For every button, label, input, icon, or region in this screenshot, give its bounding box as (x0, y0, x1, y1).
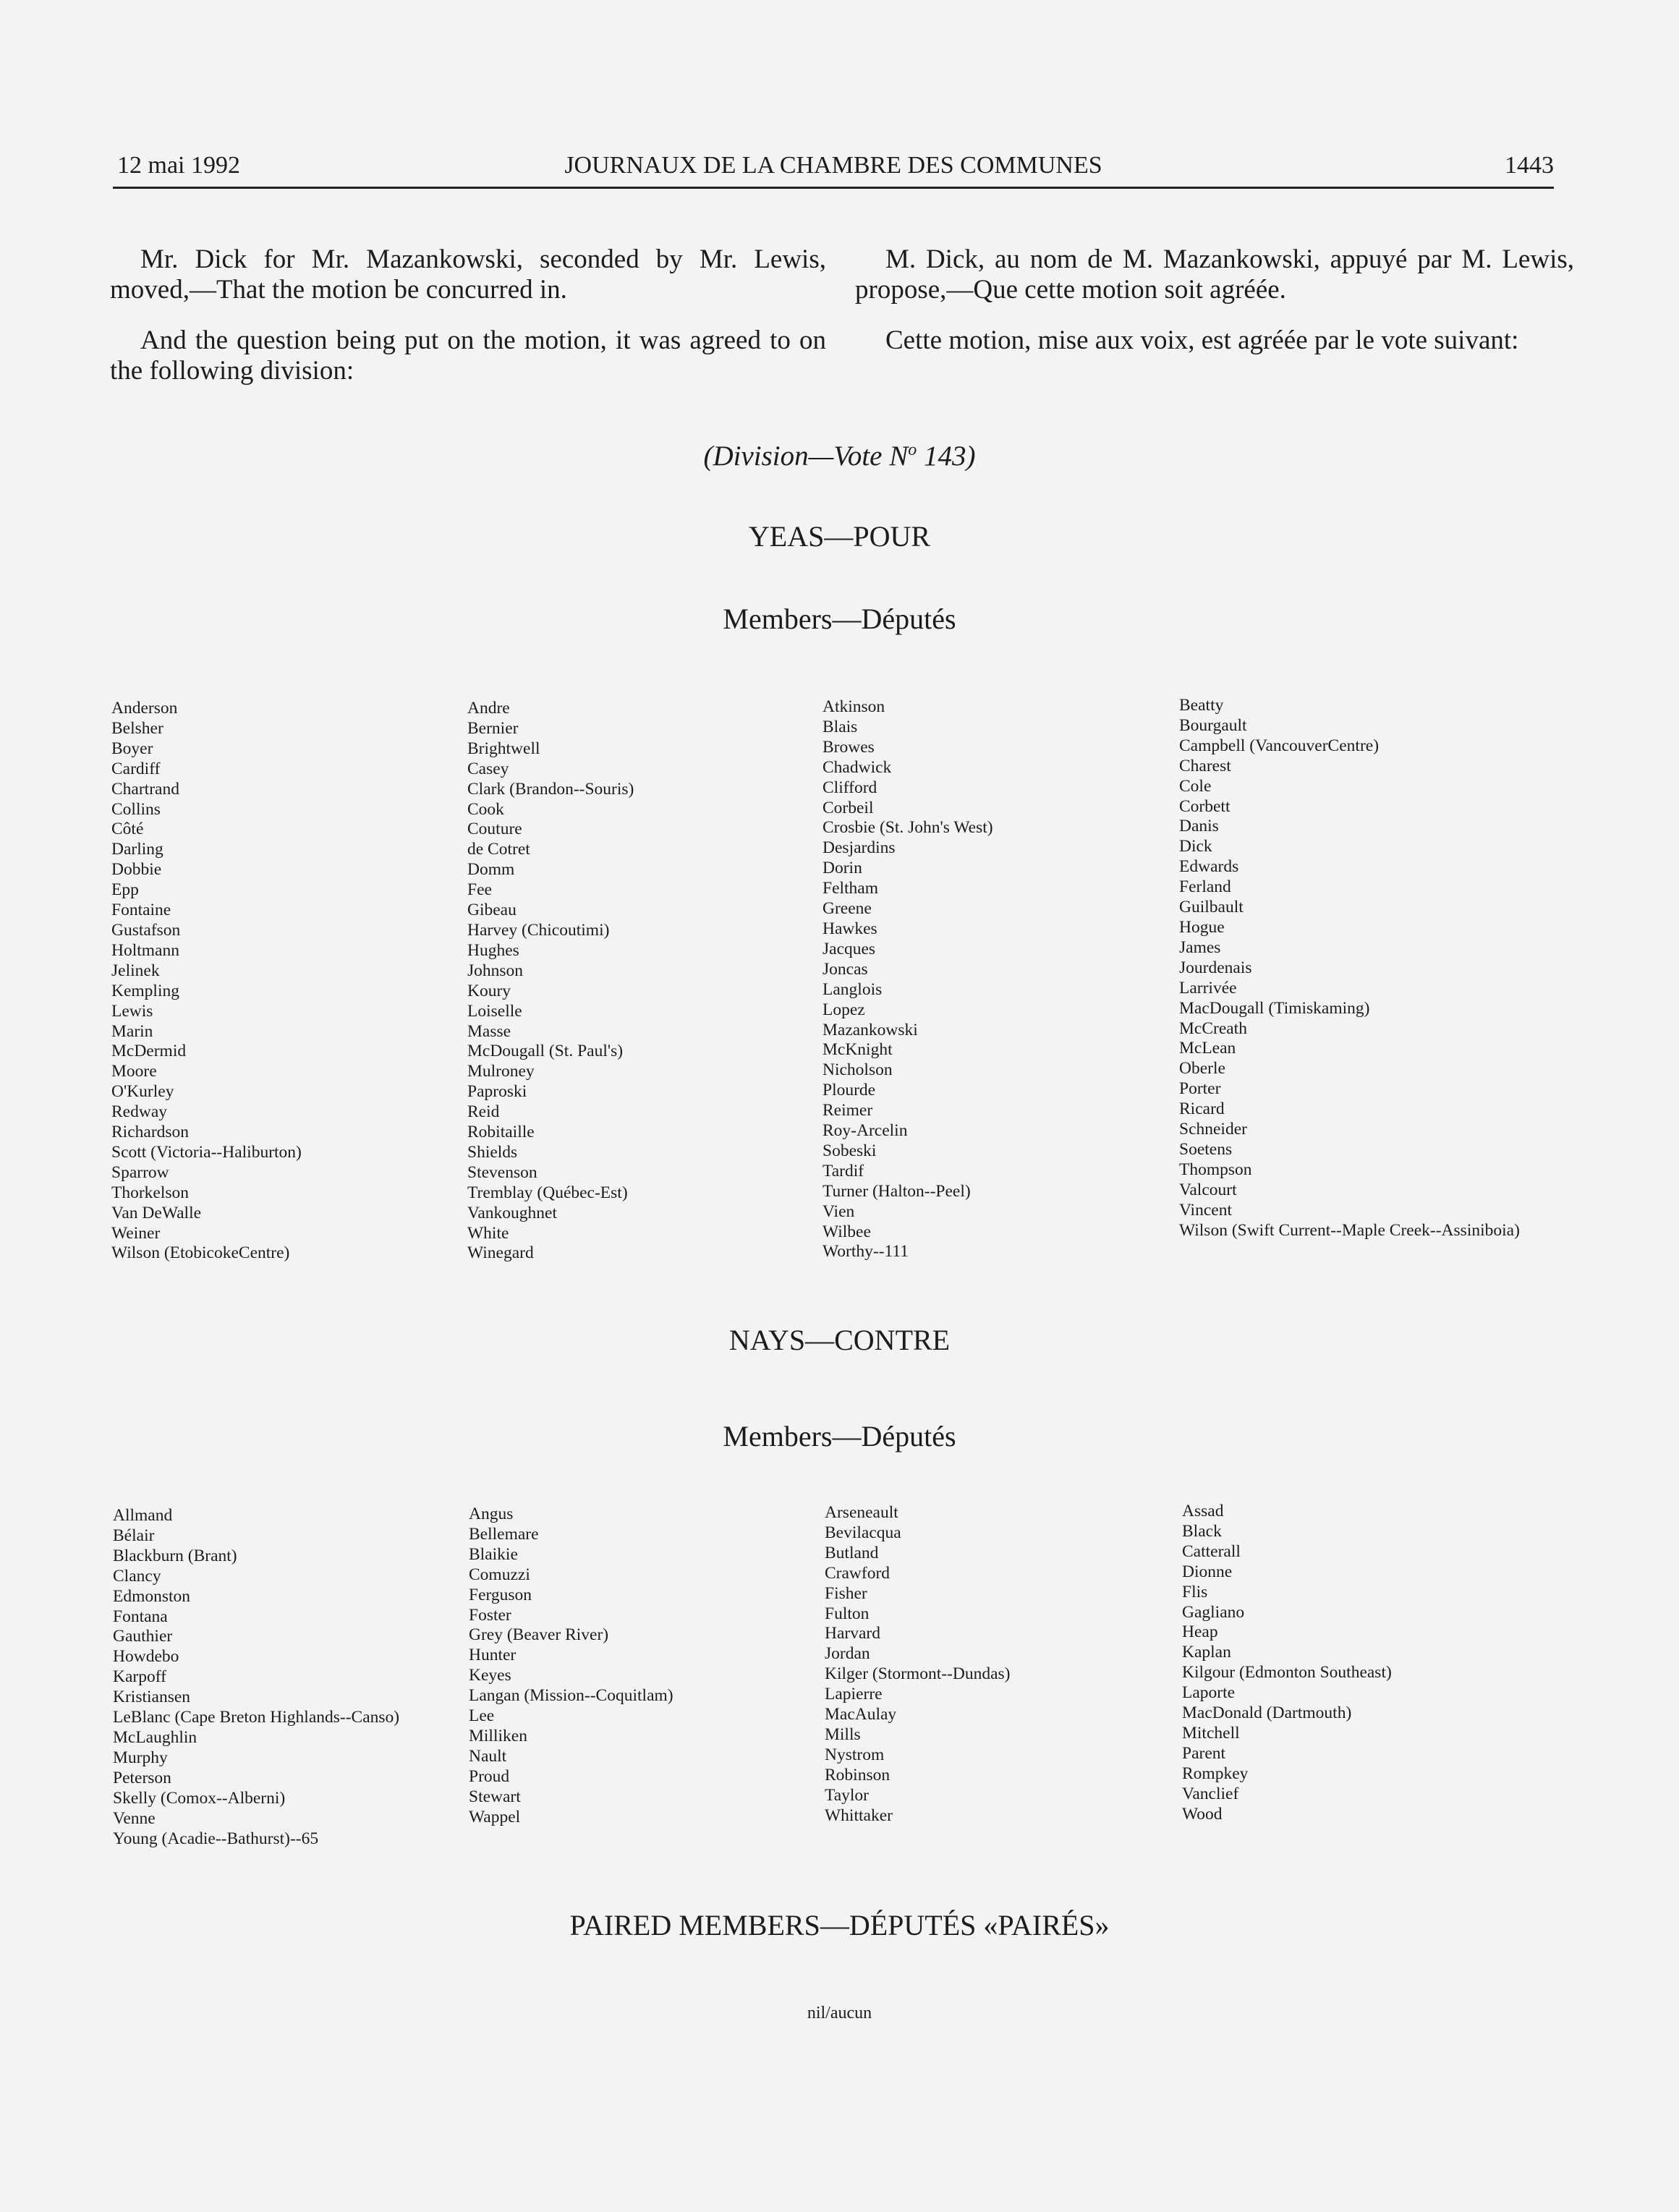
member-name: Jacques (823, 939, 876, 958)
member-name: de Cotret (467, 840, 530, 859)
member-name: Hawkes (823, 919, 877, 938)
member-name: Joncas (823, 959, 868, 979)
member-name: White (467, 1223, 509, 1243)
member-name: Gauthier (113, 1627, 173, 1646)
member-name: Worthy--111 (823, 1242, 909, 1262)
yeas-column-1 (111, 699, 302, 1264)
member-name: Bourgault (1179, 715, 1247, 735)
member-name: McCreath (1179, 1018, 1247, 1038)
member-name: Wilbee (823, 1222, 871, 1241)
member-name: Richardson (111, 1123, 190, 1142)
yeas-column-4 (1179, 696, 1520, 1241)
member-name: Black (1182, 1521, 1222, 1541)
member-name: Andre (467, 699, 510, 718)
question-text-en: And the question being put on the motion, it was agreed to on the following division: (110, 326, 826, 386)
question-text-fr: Cette motion, mise aux voix, est agréée par le vote suivant: (885, 326, 1519, 355)
member-name: Danis (1179, 817, 1219, 836)
member-name: Mazankowski (823, 1020, 918, 1039)
member-name: Kilgour (Edmonton Southeast) (1182, 1663, 1392, 1683)
member-name: Boyer (111, 739, 153, 758)
member-name: Couture (467, 820, 522, 839)
member-name: Fontana (113, 1607, 168, 1626)
nays-column-3 (825, 1503, 1011, 1826)
member-name: Dorin (823, 859, 862, 878)
member-name: Corbeil (823, 798, 874, 817)
member-name: Mulroney (467, 1062, 535, 1081)
member-name: Beatty (1179, 696, 1224, 715)
nays-column-4 (1182, 1502, 1392, 1825)
member-name: Koury (467, 981, 511, 1000)
member-name: Taylor (825, 1785, 869, 1805)
yeas-column-3 (823, 697, 993, 1262)
member-name: Casey (467, 759, 509, 778)
member-name: Browes (823, 737, 875, 757)
member-name: Gustafson (111, 920, 181, 940)
member-name: Karpoff (113, 1667, 166, 1687)
member-name: Guilbault (1179, 898, 1244, 917)
member-name: Fee (467, 880, 492, 900)
member-name: Tardif (823, 1161, 864, 1181)
member-name: Moore (111, 1062, 157, 1081)
member-name: Valcourt (1179, 1180, 1237, 1199)
header-page-number: 1443 (1505, 152, 1554, 179)
member-name: Rompkey (1182, 1764, 1249, 1783)
division-prefix: (Division—Vote N (703, 441, 909, 472)
member-name: LeBlanc (Cape Breton Highlands--Canso) (113, 1708, 400, 1727)
member-name: Bellemare (469, 1524, 539, 1544)
member-name: Nault (469, 1746, 507, 1766)
member-name: Keyes (469, 1666, 511, 1685)
member-name: Domm (467, 860, 515, 880)
member-name: McKnight (823, 1040, 893, 1060)
member-name: Tremblay (Québec-Est) (467, 1183, 628, 1202)
member-name: Masse (467, 1021, 511, 1041)
yeas-subheading: Members—Députés (723, 603, 956, 635)
member-name: Desjardins (823, 838, 896, 858)
member-name: Jelinek (111, 961, 160, 980)
member-name: Clark (Brandon--Souris) (467, 779, 634, 799)
member-name: Sparrow (111, 1162, 169, 1182)
member-name: Bernier (467, 718, 519, 738)
member-name: Campbell (VancouverCentre) (1179, 736, 1380, 755)
member-name: Paproski (467, 1082, 527, 1102)
member-name: Mitchell (1182, 1723, 1240, 1743)
member-name: Murphy (113, 1748, 168, 1767)
member-name: Ferland (1179, 877, 1231, 897)
nays-column-1 (113, 1506, 399, 1849)
member-name: Vincent (1179, 1200, 1232, 1220)
member-name: Langan (Mission--Coquitlam) (469, 1686, 673, 1706)
member-name: Skelly (Comox--Alberni) (113, 1788, 286, 1808)
member-name: Wood (1182, 1804, 1223, 1824)
member-name: Dionne (1182, 1562, 1233, 1581)
nays-heading: NAYS—CONTRE (728, 1324, 951, 1356)
motion-text-fr: M. Dick, au nom de M. Mazankowski, appuyé par M. Lewis, propose,—Que cette motion soit agréée. (855, 244, 1574, 305)
member-name: Howdebo (113, 1647, 179, 1667)
member-name: Kristiansen (113, 1688, 191, 1707)
member-name: Gibeau (467, 901, 517, 920)
member-name: Kilger (Stormont--Dundas) (825, 1664, 1011, 1684)
member-name: Thompson (1179, 1160, 1252, 1179)
member-name: Belsher (111, 718, 163, 738)
member-name: Ferguson (469, 1585, 532, 1604)
paired-heading: PAIRED MEMBERS—DÉPUTÉS «PAIRÉS» (569, 1909, 1110, 1941)
member-name: Weiner (111, 1223, 161, 1243)
member-name: Robitaille (467, 1123, 535, 1142)
member-name: Schneider (1179, 1120, 1247, 1139)
member-name: Kempling (111, 981, 179, 1000)
member-name: Blackburn (Brant) (113, 1546, 237, 1565)
member-name: Edmonston (113, 1586, 191, 1606)
member-name: Assad (1182, 1502, 1224, 1520)
member-name: Corbett (1179, 796, 1230, 816)
member-name: Edwards (1179, 857, 1239, 877)
member-name: Angus (469, 1505, 514, 1523)
member-name: Allmand (113, 1506, 173, 1525)
member-name: Fontaine (111, 901, 171, 920)
member-name: Flis (1182, 1582, 1208, 1601)
member-name: Arseneault (825, 1503, 898, 1522)
member-name: Sobeski (823, 1141, 877, 1160)
member-name: Cole (1179, 776, 1212, 796)
member-name: Larrivée (1179, 978, 1237, 997)
member-name: Clancy (113, 1566, 161, 1586)
member-name: MacDougall (Timiskaming) (1179, 998, 1370, 1018)
member-name: Holtmann (111, 940, 179, 960)
member-name: Shields (467, 1142, 518, 1162)
member-name: Langlois (823, 979, 883, 999)
member-name: Blais (823, 717, 858, 736)
member-name: Grey (Beaver River) (469, 1625, 609, 1645)
member-name: Lapierre (825, 1685, 883, 1704)
member-name: Vanclief (1182, 1784, 1239, 1803)
member-name: Van DeWalle (111, 1203, 202, 1222)
member-name: Scott (Victoria--Haliburton) (111, 1142, 302, 1162)
member-name: Cardiff (111, 759, 161, 778)
member-name: Bevilacqua (825, 1523, 901, 1542)
member-name: Collins (111, 799, 161, 819)
member-name: Crawford (825, 1563, 890, 1583)
member-name: Reimer (823, 1101, 873, 1120)
member-name: Comuzzi (469, 1565, 530, 1584)
division-suffix: 143) (917, 441, 976, 472)
member-name: Venne (113, 1808, 156, 1828)
member-name: Marin (111, 1021, 153, 1041)
member-name: James (1179, 937, 1221, 957)
member-name: Chadwick (823, 757, 892, 777)
nays-subheading: Members—Députés (723, 1420, 956, 1452)
member-name: Lopez (823, 1000, 865, 1019)
member-name: Robinson (825, 1765, 890, 1785)
member-name: McDermid (111, 1042, 187, 1061)
member-name: Atkinson (823, 697, 885, 716)
paired-note: nil/aucun (807, 2004, 872, 2022)
member-name: Proud (469, 1766, 510, 1786)
member-name: Nystrom (825, 1745, 885, 1764)
member-name: Wilson (EtobicokeCentre) (111, 1243, 290, 1263)
member-name: Chartrand (111, 779, 179, 799)
member-name: Wappel (469, 1807, 521, 1826)
member-name: Soetens (1179, 1139, 1233, 1159)
member-name: Blaikie (469, 1544, 518, 1564)
member-name: Fisher (825, 1583, 867, 1603)
yeas-heading: YEAS—POUR (748, 520, 931, 553)
member-name: Turner (Halton--Peel) (823, 1181, 971, 1201)
member-name: Dick (1179, 837, 1212, 856)
member-name: Hunter (469, 1646, 517, 1665)
member-name: Stewart (469, 1787, 521, 1806)
member-name: Peterson (113, 1768, 171, 1787)
header-date: 12 mai 1992 (117, 152, 240, 179)
member-name: Kaplan (1182, 1643, 1231, 1662)
member-name: O'Kurley (111, 1082, 174, 1102)
member-name: Clifford (823, 778, 877, 797)
member-name: Oberle (1179, 1059, 1225, 1079)
motion-text-en: Mr. Dick for Mr. Mazankowski, seconded by Mr. Lewis, moved,—That the motion be concurred in. (110, 244, 826, 305)
member-name: Whittaker (825, 1805, 893, 1825)
member-name: McDougall (St. Paul's) (467, 1042, 624, 1061)
member-name: Anderson (111, 699, 178, 718)
member-name: Lee (469, 1706, 495, 1726)
member-name: Thorkelson (111, 1183, 190, 1202)
member-name: McLean (1179, 1039, 1236, 1058)
member-name: Mills (825, 1724, 861, 1744)
member-name: Parent (1182, 1743, 1226, 1763)
member-name: Fulton (825, 1604, 870, 1623)
member-name: Stevenson (467, 1162, 537, 1182)
member-name: Hogue (1179, 917, 1225, 937)
header-title: JOURNAUX DE LA CHAMBRE DES COMMUNES (564, 152, 1102, 179)
member-name: Vien (823, 1201, 855, 1221)
member-name: Feltham (823, 879, 879, 898)
member-name: Darling (111, 840, 163, 859)
member-name: Wilson (Swift Current--Maple Creek--Assiniboia) (1179, 1220, 1520, 1240)
division-sup: o (908, 441, 917, 459)
member-name: Catterall (1182, 1541, 1241, 1561)
member-name: Milliken (469, 1726, 527, 1745)
member-name: Côté (111, 820, 144, 839)
member-name: Redway (111, 1102, 168, 1122)
member-name: Lewis (111, 1001, 153, 1021)
member-name: Plourde (823, 1081, 876, 1100)
member-name: Hughes (467, 940, 519, 960)
member-name: MacDonald (Dartmouth) (1182, 1703, 1352, 1723)
member-name: Nicholson (823, 1060, 893, 1080)
yeas-column-2 (467, 699, 634, 1264)
member-name: Vankoughnet (467, 1203, 558, 1222)
member-name: Harvey (Chicoutimi) (467, 920, 610, 940)
member-name: Laporte (1182, 1683, 1236, 1703)
member-name: Ricard (1179, 1099, 1225, 1119)
member-name: Epp (111, 880, 139, 900)
member-name: Johnson (467, 961, 524, 980)
member-name: Greene (823, 899, 872, 919)
division-vote-label (0, 440, 1679, 472)
member-name: Porter (1179, 1079, 1221, 1099)
member-name: Crosbie (St. John's West) (823, 818, 993, 838)
member-name: Gagliano (1182, 1602, 1245, 1622)
member-name: Reid (467, 1102, 500, 1122)
nays-column-2 (469, 1505, 673, 1828)
member-name: Winegard (467, 1243, 534, 1263)
member-name: Cook (467, 799, 504, 819)
member-name: Harvard (825, 1624, 880, 1643)
member-name: Loiselle (467, 1001, 522, 1021)
member-name: Brightwell (467, 739, 540, 758)
member-name: Foster (469, 1605, 511, 1625)
member-name: Young (Acadie--Bathurst)--65 (113, 1829, 319, 1848)
member-name: Charest (1179, 756, 1231, 775)
member-name: Butland (825, 1543, 879, 1562)
member-name: Dobbie (111, 860, 162, 880)
member-name: Heap (1182, 1622, 1218, 1642)
member-name: Roy-Arcelin (823, 1121, 908, 1141)
member-name: Jourdenais (1179, 958, 1252, 977)
page-header (113, 150, 1554, 189)
member-name: Jordan (825, 1644, 870, 1664)
member-name: Bélair (113, 1526, 155, 1545)
member-name: MacAulay (825, 1705, 897, 1724)
member-name: McLaughlin (113, 1727, 197, 1747)
